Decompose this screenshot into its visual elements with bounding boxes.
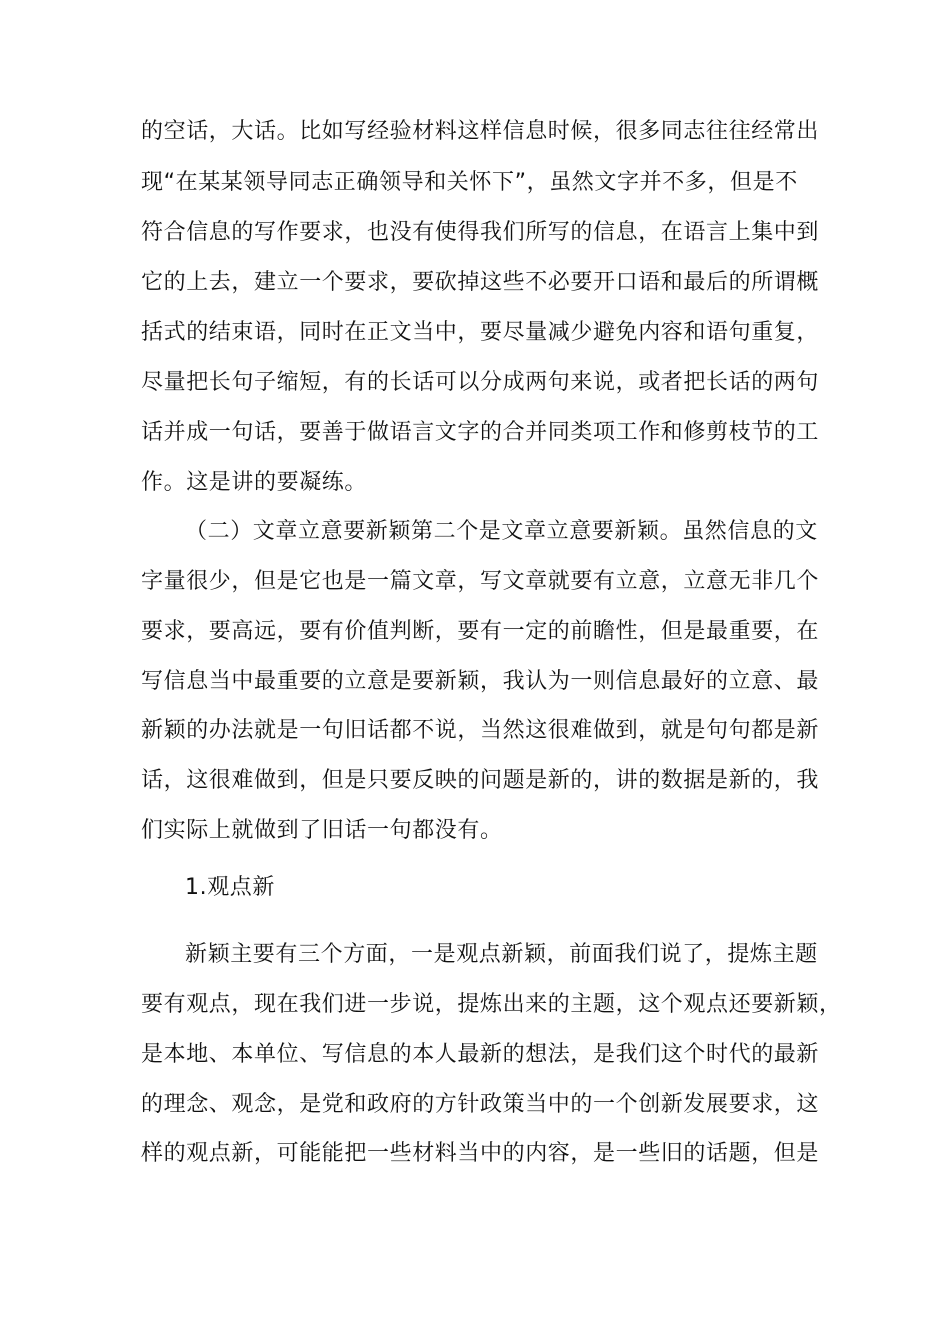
text-line: 符合信息的写作要求，也没有使得我们所写的信息，在语言上集中到	[141, 220, 820, 245]
text-line: 字量很少，但是它也是一篇文章，写文章就要有立意，立意无非几个	[141, 569, 820, 594]
text-line: 要求，要高远，要有价值判断，要有一定的前瞻性，但是最重要，在	[141, 619, 820, 644]
text-line: 话并成一句话，要善于做语言文字的合并同类项工作和修剪枝节的工	[141, 420, 820, 445]
text-line: 的理念、观念，是党和政府的方针政策当中的一个创新发展要求，这	[141, 1092, 820, 1117]
text-line: 它的上去，建立一个要求，要砍掉这些不必要开口语和最后的所谓概	[141, 270, 820, 295]
text-line: 是本地、本单位、写信息的本人最新的想法，是我们这个时代的最新	[141, 1042, 820, 1067]
text-line: （二）文章立意要新颖第二个是文章立意要新颖。虽然信息的文	[185, 519, 818, 544]
text-line: 作。这是讲的要凝练。	[141, 470, 368, 495]
text-line: 话，这很难做到，但是只要反映的问题是新的，讲的数据是新的，我	[141, 768, 820, 793]
text-line: 要有观点，现在我们进一步说，提炼出来的主题，这个观点还要新颖，	[141, 992, 842, 1017]
text-line: 的空话，大话。比如写经验材料这样信息时候，很多同志往往经常出	[141, 119, 820, 144]
text-line: 样的观点新，可能能把一些材料当中的内容，是一些旧的话题，但是	[141, 1141, 820, 1166]
section-heading: 1.观点新	[185, 875, 275, 900]
text-line: 新颖的办法就是一句旧话都不说，当然这很难做到，就是句句都是新	[141, 718, 820, 743]
text-line: 括式的结束语，同时在正文当中，要尽量减少避免内容和语句重复，	[141, 320, 820, 345]
text-line: 尽量把长句子缩短，有的长话可以分成两句来说，或者把长话的两句	[141, 370, 820, 395]
text-line: 写信息当中最重要的立意是要新颖，我认为一则信息最好的立意、最	[141, 669, 820, 694]
text-line: 新颖主要有三个方面，一是观点新颖，前面我们说了，提炼主题	[185, 942, 818, 967]
text-line: 们实际上就做到了旧话一句都没有。	[141, 818, 503, 843]
text-line: 现“在某某领导同志正确领导和关怀下”，虽然文字并不多，但是不	[141, 170, 798, 195]
